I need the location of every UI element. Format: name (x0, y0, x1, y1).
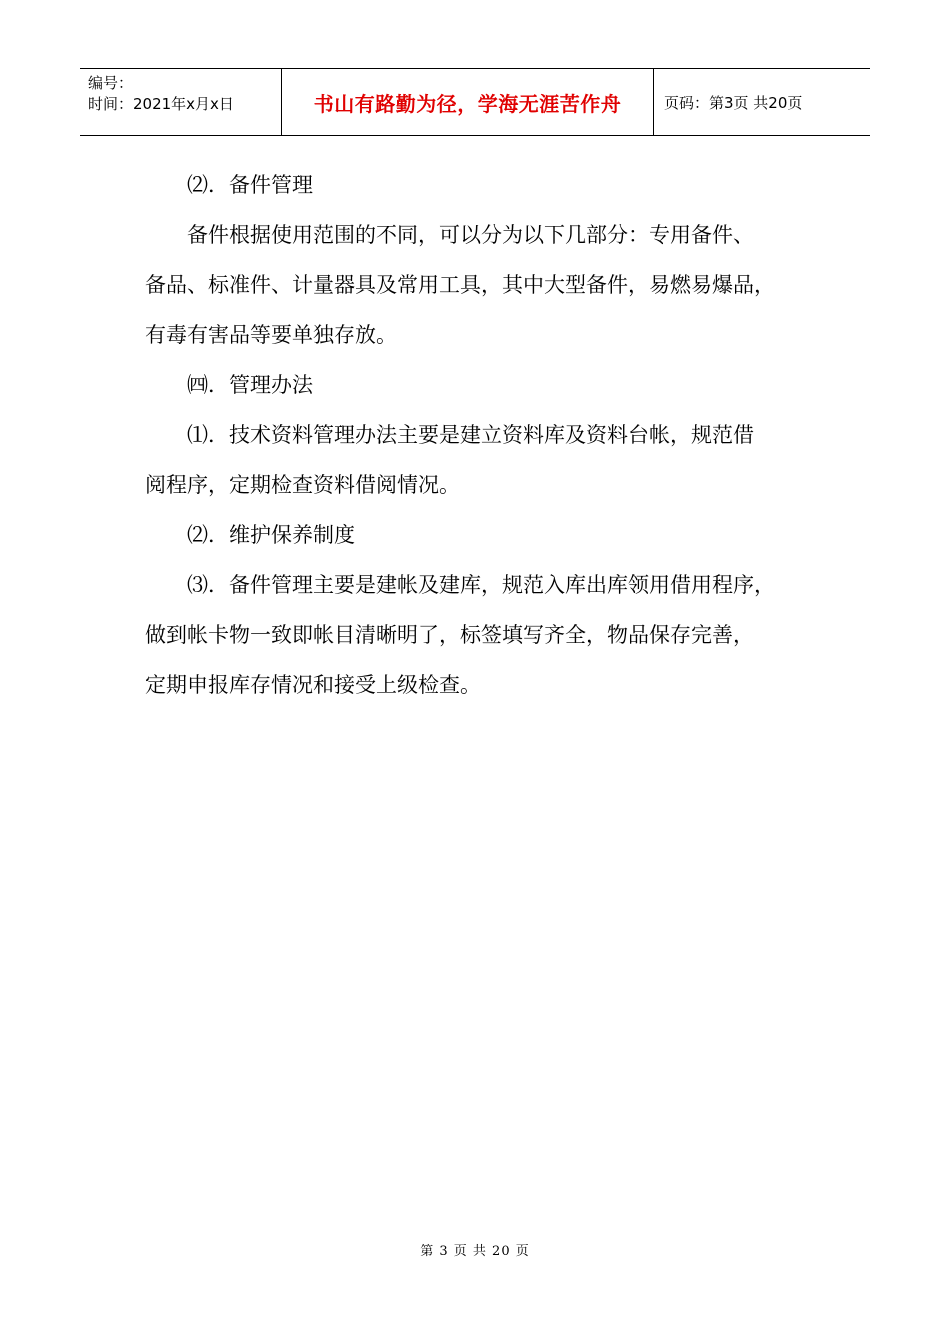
body-line: 定期申报库存情况和接受上级检查。 (145, 673, 481, 697)
header-motto-cell (282, 69, 654, 135)
body-line: 备件根据使用范围的不同，可以分为以下几部分：专用备件、 (187, 223, 754, 247)
header-info-cell (80, 69, 282, 135)
header-page-code: 页码：第3页 共20页 (664, 93, 803, 112)
body-line: 有毒有害品等要单独存放。 (145, 323, 397, 347)
body-line: ⑴．技术资料管理办法主要是建立资料库及资料台帐，规范借 (187, 423, 754, 447)
body-line: 做到帐卡物一致即帐目清晰明了，标签填写齐全，物品保存完善， (145, 623, 754, 647)
body-line: ⑶．备件管理主要是建帐及建库，规范入库出库领用借用程序， (187, 573, 775, 597)
header-page-cell (654, 69, 870, 135)
document-number-label: 编号： (88, 74, 134, 92)
page-footer: 第 3 页 共 20 页 (420, 1244, 530, 1259)
body-line: 备品、标准件、计量器具及常用工具，其中大型备件，易燃易爆品， (145, 273, 775, 297)
section-heading: ㈣．管理办法 (187, 373, 313, 397)
document-body (145, 160, 835, 710)
body-line: 阅程序，定期检查资料借阅情况。 (145, 473, 460, 497)
document-time-label: 时间：2021年x月x日 (88, 95, 234, 113)
section-heading: ⑵．维护保养制度 (187, 523, 355, 547)
header-motto: 书山有路勤为径，学海无涯苦作舟 (313, 91, 622, 116)
page-header (80, 68, 870, 136)
section-heading: ⑵．备件管理 (187, 173, 313, 197)
